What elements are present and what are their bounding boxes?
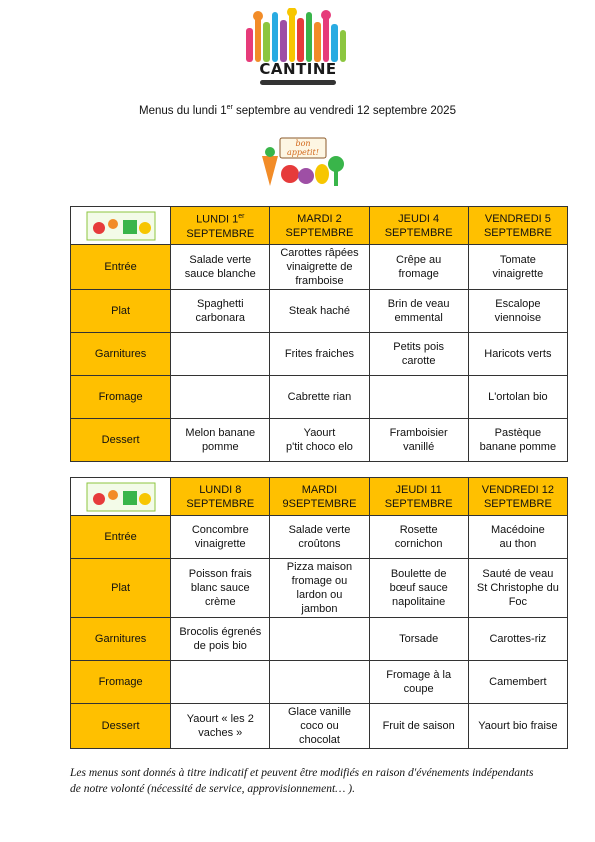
menu-cell: Yaourt bio fraise	[468, 704, 567, 749]
table-row	[71, 245, 568, 290]
menu-cell: Salade verte sauce blanche	[171, 245, 270, 290]
appetit-text-line2: appetit!	[287, 148, 319, 157]
menu-cell	[270, 661, 369, 704]
table-header-row	[71, 478, 568, 516]
day-header: VENDREDI 12 SEPTEMBRE	[468, 478, 567, 516]
menu-cell: Framboisier vanillé	[369, 419, 468, 462]
logo-text: CANTINE	[259, 60, 337, 78]
category-cell: Fromage	[71, 376, 171, 419]
menu-cell: Brin de veau emmental	[369, 290, 468, 333]
menu-cell: Sauté de veau St Christophe du Foc	[468, 559, 567, 618]
menu-cell: Petits pois carotte	[369, 333, 468, 376]
category-cell: Entrée	[71, 516, 171, 559]
cutlery-icon	[240, 8, 356, 64]
menu-cell	[171, 661, 270, 704]
category-cell: Plat	[71, 290, 171, 333]
menu-cell: Poisson frais blanc sauce crème	[171, 559, 270, 618]
table-corner-image	[71, 207, 171, 245]
table-row	[71, 618, 568, 661]
logo-underline	[260, 80, 336, 85]
table-row	[71, 704, 568, 749]
menu-cell	[270, 618, 369, 661]
table-header-row	[71, 207, 568, 245]
menu-cell: Brocolis égrenés de pois bio	[171, 618, 270, 661]
table-row	[71, 419, 568, 462]
menu-cell: Carottes-riz	[468, 618, 567, 661]
menu-period-title: Menus du lundi 1er septembre au vendredi 12 septembre 2025	[139, 104, 456, 117]
menu-cell: Steak haché	[270, 290, 369, 333]
menu-cell: Camembert	[468, 661, 567, 704]
menu-cell: Rosette cornichon	[369, 516, 468, 559]
menu-cell: Haricots verts	[468, 333, 567, 376]
menu-cell: Tomate vinaigrette	[468, 245, 567, 290]
menu-table-week1	[70, 206, 568, 462]
table-row	[71, 516, 568, 559]
table-row	[71, 333, 568, 376]
day-header: MARDI 2 SEPTEMBRE	[270, 207, 369, 245]
menu-cell: Cabrette rian	[270, 376, 369, 419]
disclaimer-note: Les menus sont donnés à titre indicatif et peuvent être modifiés en raison d'événements indépendants de notre volonté (nécessité de service, approvisionnement… ).	[70, 767, 534, 795]
category-cell: Fromage	[71, 661, 171, 704]
table-row	[71, 661, 568, 704]
category-cell: Dessert	[71, 704, 171, 749]
menu-cell: Pizza maison fromage ou lardon ou jambon	[270, 559, 369, 618]
menu-cell: Macédoine au thon	[468, 516, 567, 559]
table-row	[71, 376, 568, 419]
menu-cell: Yaourt « les 2 vaches »	[171, 704, 270, 749]
category-cell: Plat	[71, 559, 171, 618]
menu-cell: Melon banane pomme	[171, 419, 270, 462]
menu-cell	[171, 333, 270, 376]
category-cell: Garnitures	[71, 333, 171, 376]
menu-cell	[369, 376, 468, 419]
menu-cell: Carottes râpées vinaigrette de framboise	[270, 245, 369, 290]
food-thumbnail-icon	[85, 210, 157, 242]
menu-cell	[171, 376, 270, 419]
menu-cell: Boulette de bœuf sauce napolitaine	[369, 559, 468, 618]
category-cell: Garnitures	[71, 618, 171, 661]
day-header: JEUDI 4 SEPTEMBRE	[369, 207, 468, 245]
menu-cell: L'ortolan bio	[468, 376, 567, 419]
table-corner-image	[71, 478, 171, 516]
category-cell: Entrée	[71, 245, 171, 290]
day-header: MARDI 9SEPTEMBRE	[270, 478, 369, 516]
menu-cell: Frites fraiches	[270, 333, 369, 376]
appetit-text-line1: bon	[295, 139, 311, 148]
menu-cell: Glace vanille coco ou chocolat	[270, 704, 369, 749]
menu-cell: Fromage à la coupe	[369, 661, 468, 704]
menu-cell: Salade verte croûtons	[270, 516, 369, 559]
menu-cell: Torsade	[369, 618, 468, 661]
food-thumbnail-icon	[85, 481, 157, 513]
day-header: LUNDI 8 SEPTEMBRE	[171, 478, 270, 516]
day-header: JEUDI 11 SEPTEMBRE	[369, 478, 468, 516]
menu-cell: Escalope viennoise	[468, 290, 567, 333]
cantine-logo	[240, 8, 356, 88]
menu-cell: Crêpe au fromage	[369, 245, 468, 290]
menu-cell: Spaghetti carbonara	[171, 290, 270, 333]
menu-cell: Fruit de saison	[369, 704, 468, 749]
bon-appetit-illustration	[252, 136, 348, 192]
menu-cell: Concombre vinaigrette	[171, 516, 270, 559]
table-row	[71, 559, 568, 618]
menu-table-week2	[70, 477, 568, 749]
menu-cell: Yaourt p'tit choco elo	[270, 419, 369, 462]
day-header: VENDREDI 5 SEPTEMBRE	[468, 207, 567, 245]
table-row	[71, 290, 568, 333]
menu-cell: Pastèque banane pomme	[468, 419, 567, 462]
category-cell: Dessert	[71, 419, 171, 462]
day-header: LUNDI 1er SEPTEMBRE	[171, 207, 270, 245]
